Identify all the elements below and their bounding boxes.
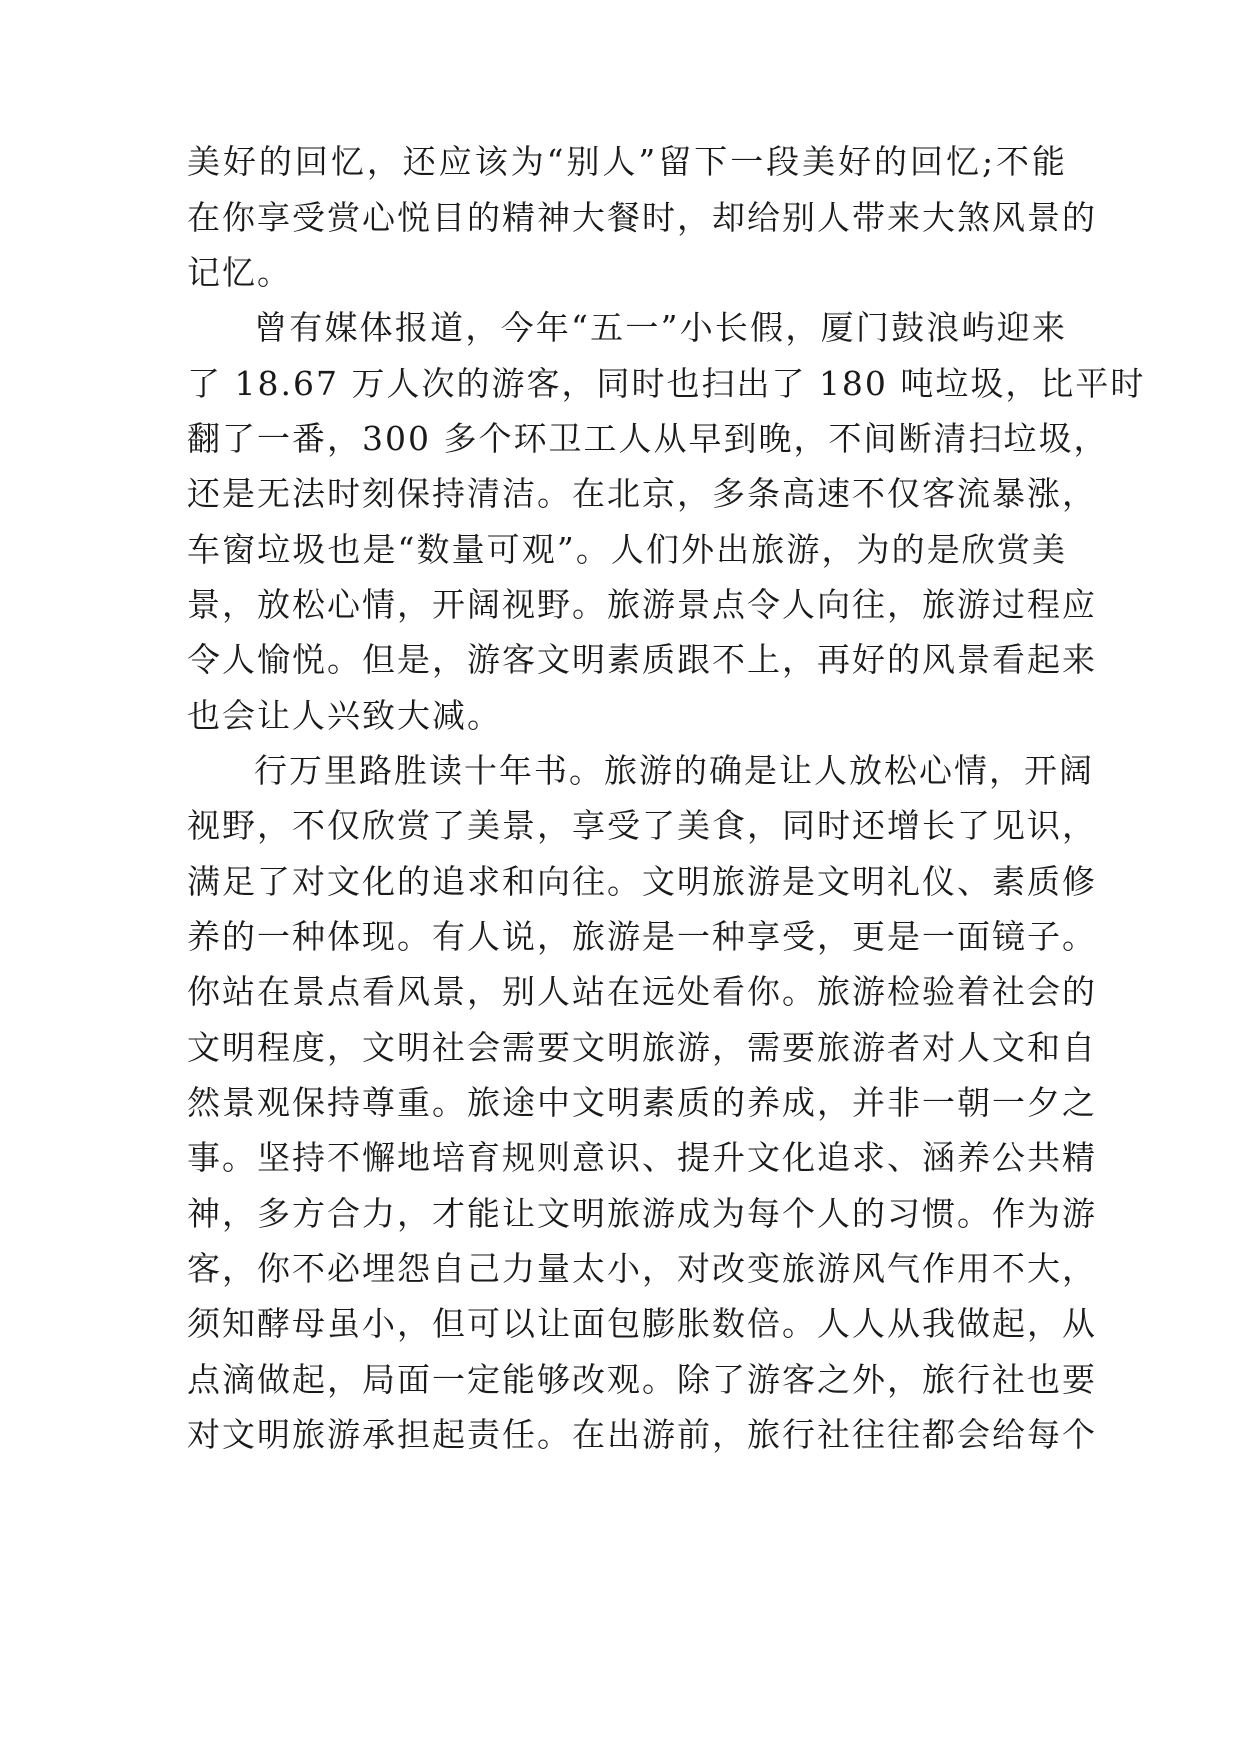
text-line: 翻了一番，300 多个环卫工人从早到晚，不间断清扫垃圾， <box>187 419 1109 458</box>
text-line: 养的一种体现。有人说，旅游是一种享受，更是一面镜子。 <box>187 917 1097 956</box>
text-line: 车窗垃圾也是“数量可观”。人们外出旅游，为的是欣赏美 <box>187 530 1067 569</box>
text-line: 了 18.67 万人次的游客，同时也扫出了 180 吨垃圾，比平时 <box>187 364 1146 403</box>
text-line: 也会让人兴致大减。 <box>187 696 502 735</box>
text-line: 点滴做起，局面一定能够改观。除了游客之外，旅行社也要 <box>187 1360 1097 1399</box>
paragraph-first-line: 曾有媒体报道，今年“五一”小长假，厦门鼓浪屿迎来 <box>254 308 1067 347</box>
text-line: 还是无法时刻保持清洁。在北京，多条高速不仅客流暴涨， <box>187 474 1097 513</box>
text-line: 然景观保持尊重。旅途中文明素质的养成，并非一朝一夕之 <box>187 1083 1097 1122</box>
text-line: 客，你不必埋怨自己力量太小，对改变旅游风气作用不大， <box>187 1249 1097 1288</box>
text-line: 景，放松心情，开阔视野。旅游景点令人向往，旅游过程应 <box>187 585 1097 624</box>
text-line: 记忆。 <box>187 253 292 292</box>
text-line: 满足了对文化的追求和向往。文明旅游是文明礼仪、素质修 <box>187 862 1097 901</box>
text-line: 文明程度，文明社会需要文明旅游，需要旅游者对人文和自 <box>187 1028 1097 1067</box>
text-line: 在你享受赏心悦目的精神大餐时，却给别人带来大煞风景的 <box>187 198 1097 237</box>
text-line: 须知酵母虽小，但可以让面包膨胀数倍。人人从我做起，从 <box>187 1304 1097 1343</box>
text-line: 视野，不仅欣赏了美景，享受了美食，同时还增长了见识， <box>187 806 1097 845</box>
paragraph-first-line: 行万里路胜读十年书。旅游的确是让人放松心情，开阔 <box>254 751 1094 790</box>
text-line: 事。坚持不懈地培育规则意识、提升文化追求、涵养公共精 <box>187 1138 1097 1177</box>
text-line: 你站在景点看风景，别人站在远处看你。旅游检验着社会的 <box>187 972 1097 1011</box>
text-line: 对文明旅游承担起责任。在出游前，旅行社往往都会给每个 <box>187 1415 1097 1454</box>
text-line: 神，多方合力，才能让文明旅游成为每个人的习惯。作为游 <box>187 1194 1097 1233</box>
text-line: 美好的回忆，还应该为“别人”留下一段美好的回忆;不能 <box>187 142 1068 181</box>
text-line: 令人愉悦。但是，游客文明素质跟不上，再好的风景看起来 <box>187 640 1097 679</box>
